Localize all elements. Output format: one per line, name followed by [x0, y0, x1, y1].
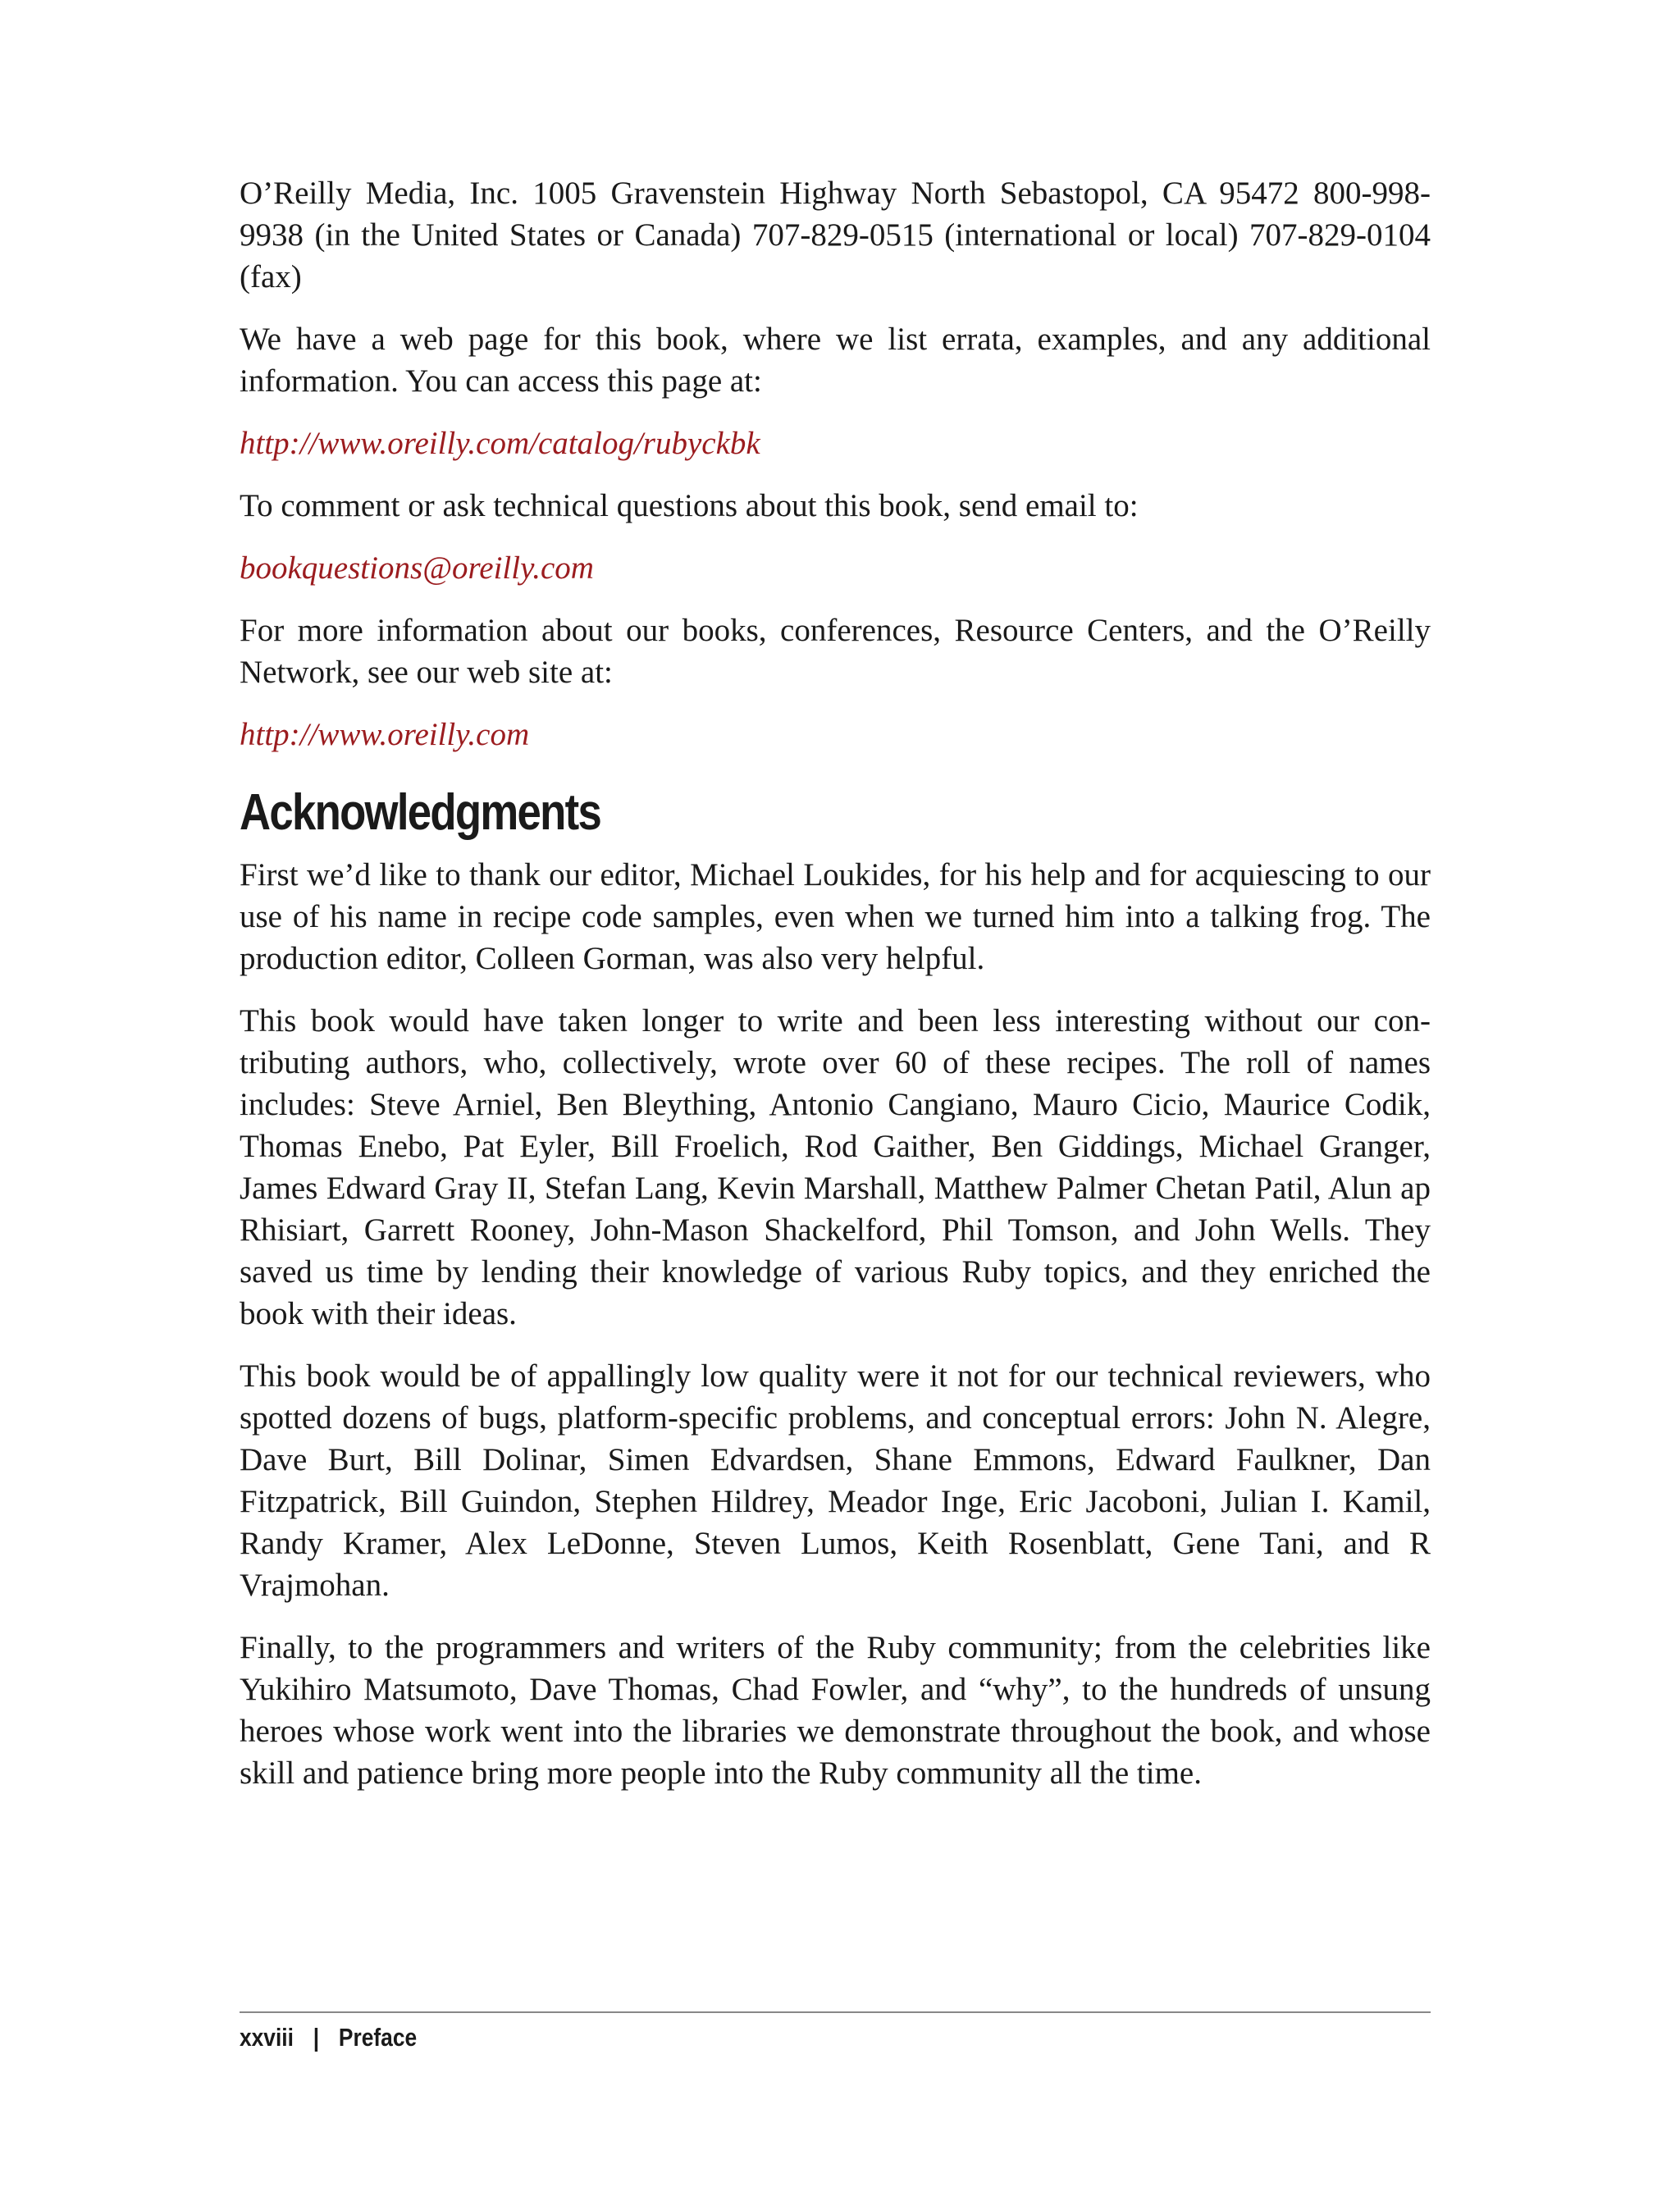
footer-separator: | — [313, 2023, 320, 2052]
ack-paragraph-community: Finally, to the programmers and writers of the Ruby community; from the celebrities like Yukihiro Matsumoto, Dave Thomas, Chad Fowler, and “why”, to the hundreds of unsung heroes whose work went into the libraries we demonstrate throughout the book, and whose skill and patience bring more people into the Ruby community all the time. — [240, 1630, 1431, 1791]
page-body — [240, 172, 1431, 1815]
acknowledgments-heading: Acknowledgments — [240, 784, 601, 841]
web-page-intro: We have a web page for this book, where we list errata, examples, and any additional information. You can access this page at: — [240, 322, 1431, 399]
footer-section-title: Preface — [338, 2023, 418, 2052]
footer-rule — [240, 2011, 1431, 2013]
page-footer — [240, 2021, 417, 2054]
catalog-link[interactable]: http://www.oreilly.com/catalog/rubyckbk — [240, 426, 760, 461]
site-link[interactable]: http://www.oreilly.com — [240, 717, 530, 752]
email-link[interactable]: bookquestions@oreilly.com — [240, 550, 594, 586]
ack-paragraph-editor: First we’d like to thank our editor, Michael Loukides, for his help and for acquiescing to our use of his name in recipe code samples, even when we turned him into a talking frog. The production editor, Colleen Gorman, was also very helpful. — [240, 857, 1431, 976]
ack-paragraph-reviewers: This book would be of appallingly low quality were it not for our technical reviewers, who spotted dozens of bugs, platform-specific problems, and conceptual errors: John N. Alegre, Dave Burt, Bill Dolinar, Simen Edvardsen, Shane Emmons, Edward Faulkner, Dan Fitzpatrick, Bill Guindon, Stephen Hildrey, Meador Inge, Eric Jacoboni, Julian I. Kamil, Randy Kramer, Alex LeDonne, Steven Lumos, Keith Rosenblatt, Gene Tani, and R Vrajmohan. — [240, 1358, 1431, 1603]
contact-address: O’Reilly Media, Inc. 1005 Gravenstein Highway North Sebastopol, CA 95472 800-998-9938 (in the United States or Canada) 707-829-0515 (international or local) 707-829-0104 (fax) — [240, 176, 1431, 294]
ack-paragraph-contributors: This book would have taken longer to write and been less interesting without our contributing authors, who, collectively, wrote over 60 of these recipes. The roll of names includes: Steve Arniel, Ben Bleything, Antonio Cangiano, Mauro Cicio, Maurice Codik, Thomas Enebo, Pat Eyler, Bill Froelich, Rod Gaither, Ben Giddings, Michael Granger, James Edward Gray II, Stefan Lang, Kevin Marshall, Matthew Palmer Chetan Patil, Alun ap Rhisiart, Garrett Rooney, John-Mason Shackelford, Phil Tomson, and John Wells. They saved us time by lending their knowledge of various Ruby topics, and they enriched the book with their ideas. — [240, 1003, 1431, 1331]
more-info-text: For more information about our books, conferences, Resource Centers, and the O’Reilly Network, see our web site at: — [240, 613, 1431, 690]
page-number: xxviii — [240, 2023, 294, 2052]
email-intro: To comment or ask technical questions about this book, send email to: — [240, 488, 1139, 523]
